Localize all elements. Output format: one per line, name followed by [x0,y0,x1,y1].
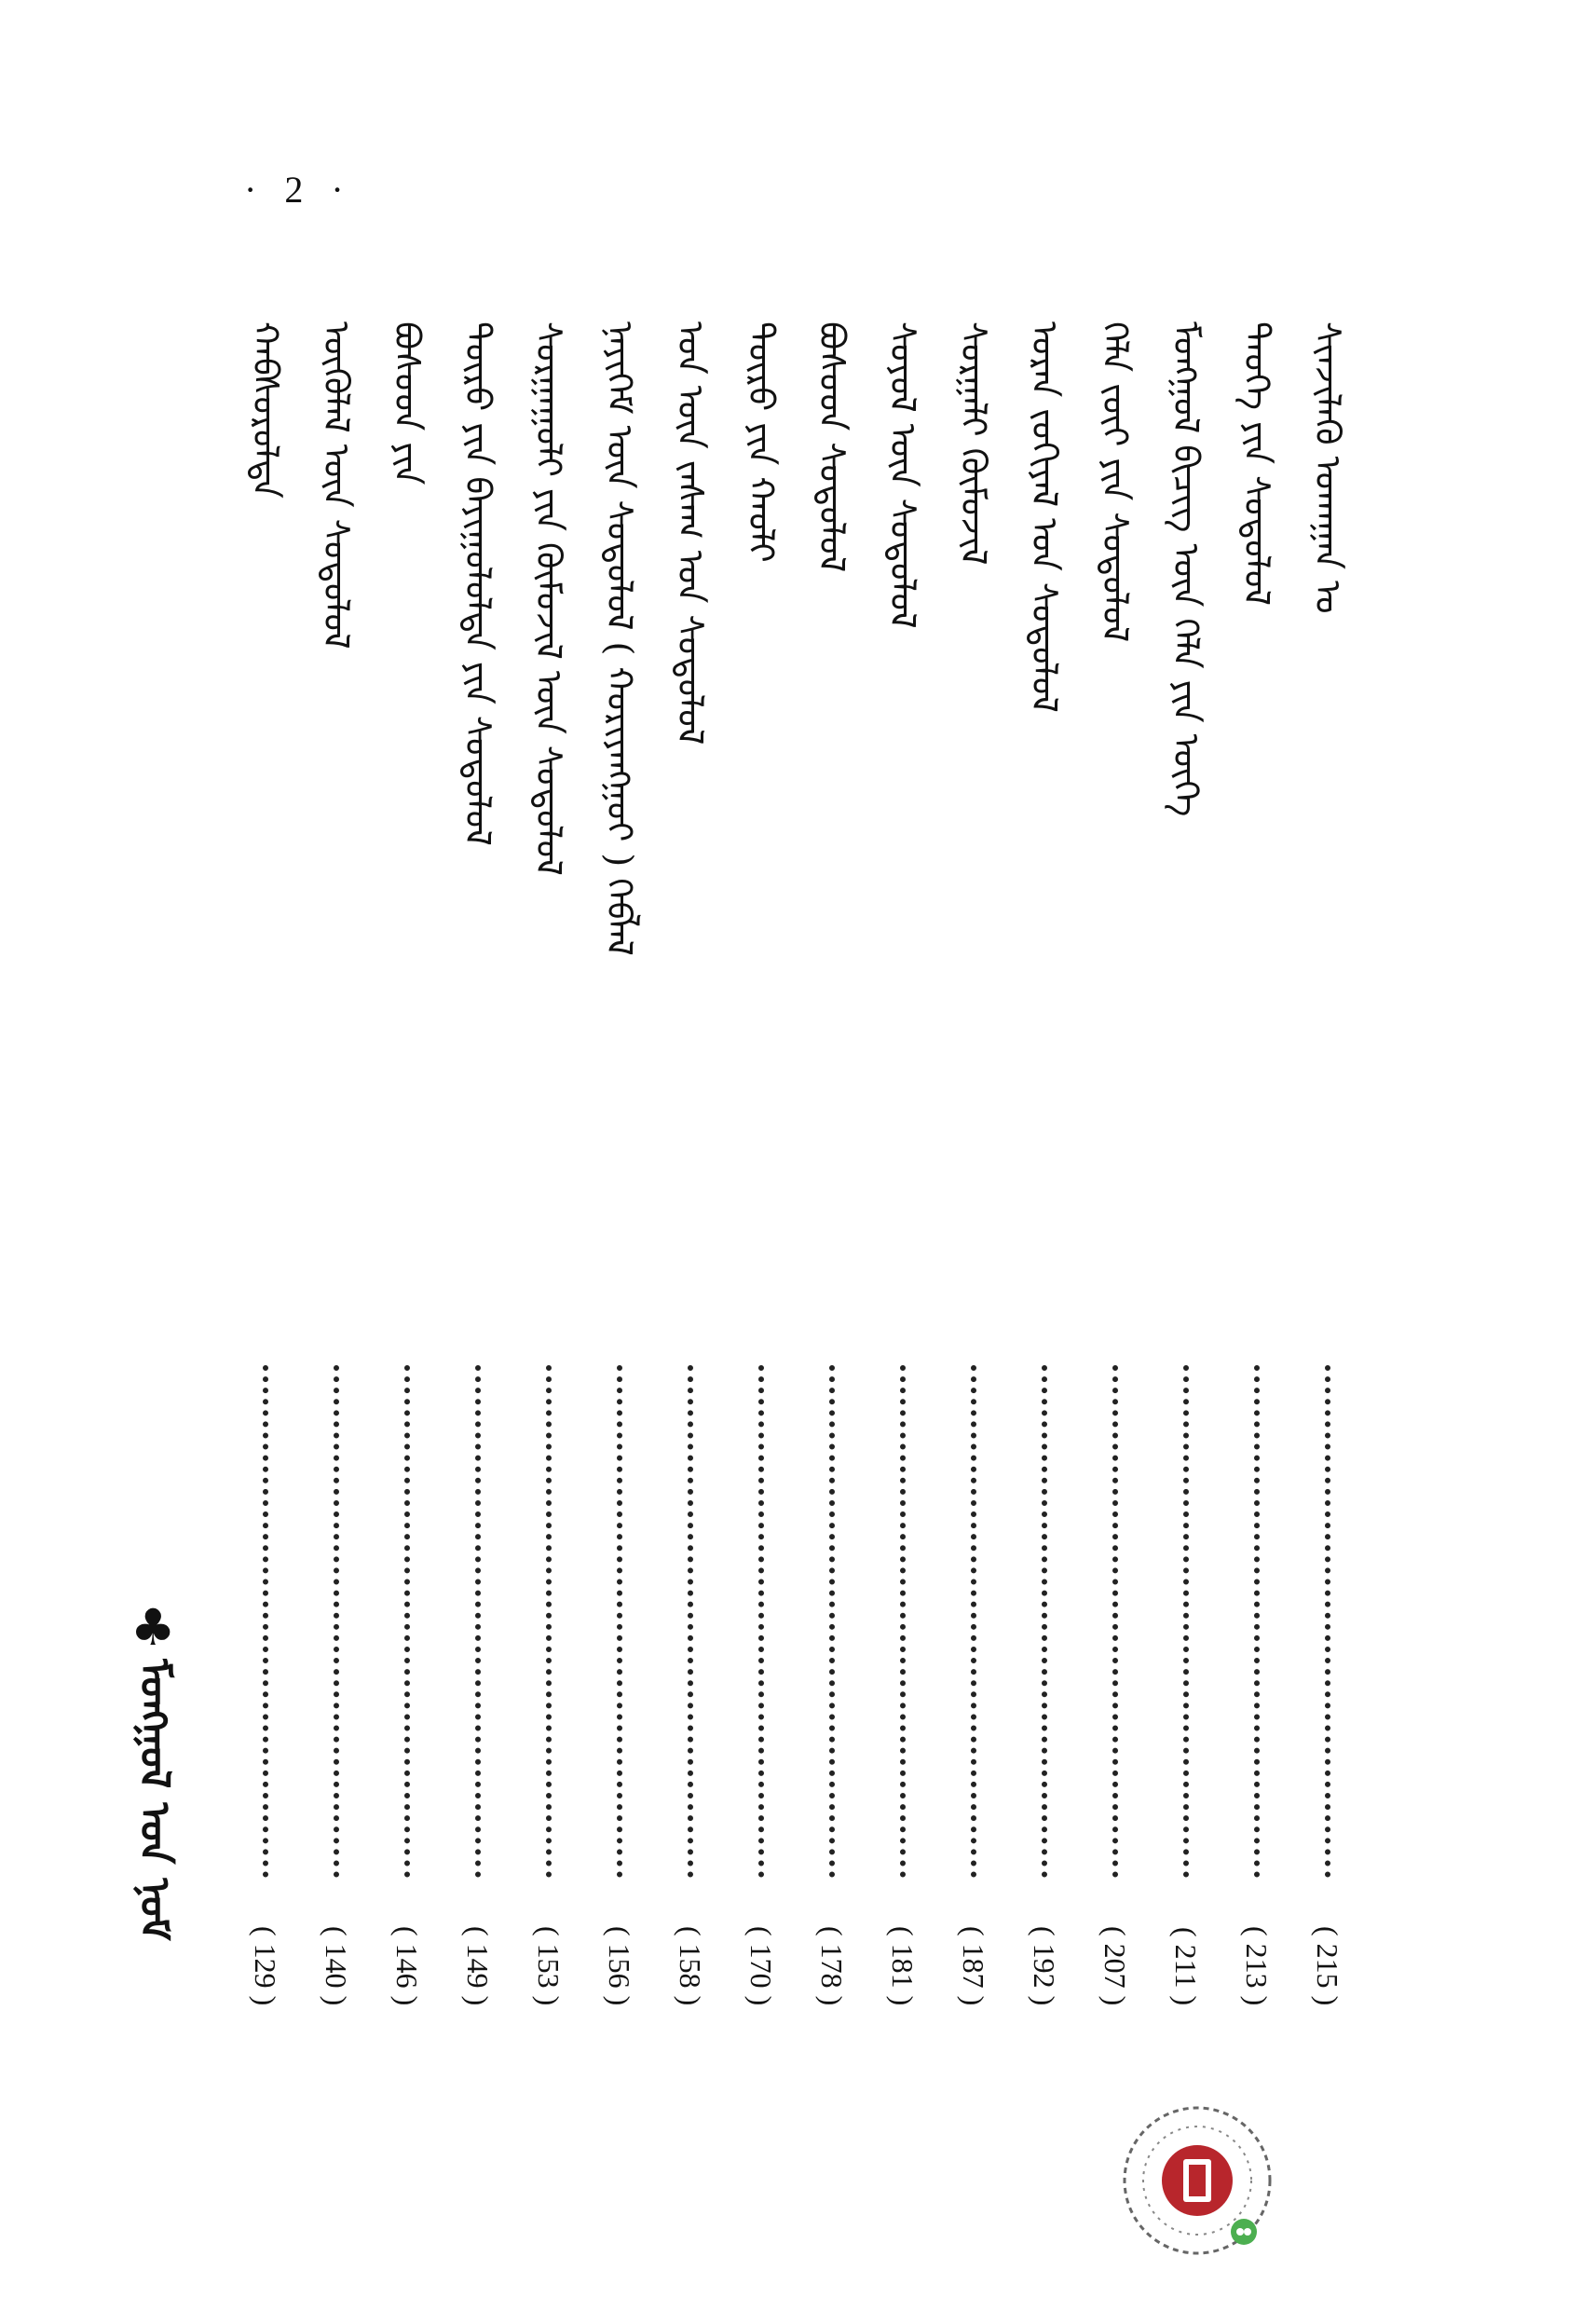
toc-entry[interactable] [379,321,435,2036]
toc-entry-title: ᠬᠠᠪᠰᠤᠷᠤᠯᠲᠠ [245,321,286,499]
toc-leader-dots [1112,1365,1124,1878]
toc-entry-title: ᠰᠤᠷᠭᠠᠭᠤᠯᠢ ᠶᠢᠨ ᠬᠥᠮᠦᠵᠢᠯ ᠦᠨ ᠰᠤᠳᠤᠯᠤᠯ [528,321,569,876]
toc-entry[interactable] [946,321,1002,2036]
toc-entry[interactable] [308,321,364,2036]
toc-entry-page: ( 215 ) [1311,1926,1344,2006]
toc-entry[interactable] [1158,321,1214,2036]
toc-entry-page: ( 170 ) [744,1926,778,2006]
toc-entry-title: ᠲᠥᠷᠥ ᠶᠢᠨ ᠬᠠᠤᠯᠢ [741,321,782,563]
toc-leader-dots [404,1365,416,1878]
toc-entry[interactable] [875,321,931,2036]
toc-leader-dots [688,1365,699,1878]
toc-entry-page: ( 153 ) [532,1926,566,2006]
toc-entry-page: ( 213 ) [1240,1926,1274,2006]
toc-entry-page: ( 149 ) [461,1926,495,2006]
toc-entry[interactable] [592,321,648,2036]
toc-entry[interactable] [450,321,506,2036]
toc-entry-page: ( 181 ) [886,1926,920,2006]
page-number: · 2 · [244,169,353,211]
toc-entry-title: ᠨᠡᠶᠢᠭᠡᠮ ᠦᠨ ᠰᠤᠳᠤᠯᠤᠯ ( ᠬᠤᠷᠢᠶᠠᠩᠭᠤᠢ ) ᠬᠡᠪᠯᠡᠯ [599,321,640,956]
toc-entry[interactable] [1229,321,1285,2036]
toc-entry-page: ( 178 ) [815,1926,849,2006]
toc-leader-dots [475,1365,486,1878]
toc-entry[interactable] [1087,321,1143,2036]
toc-entry-page: ( 146 ) [390,1926,424,2006]
toc-entry[interactable] [521,321,577,2036]
toc-entry-title: ᠰᠤᠷᠭᠠᠯᠢ ᠬᠦᠮᠦᠵᠢᠯ [953,321,994,566]
toc-entry-page: ( 187 ) [957,1926,990,2006]
toc-leader-dots [334,1365,345,1878]
toc-leader-dots [971,1365,982,1878]
toc-leader-dots [546,1365,557,1878]
toc-entry-title: ᠲᠥᠷᠦ ᠶᠢᠨ ᠪᠠᠶᠢᠭᠤᠯᠤᠯᠲᠠ ᠶᠢᠨ ᠰᠤᠳᠤᠯᠤᠯ [457,321,498,846]
toc-entry-title: ᠡᠳ ᠦᠨ ᠵᠠᠰᠠᠭ ᠤᠨ ᠰᠤᠳᠤᠯᠤᠯ [670,321,711,745]
toc-entry-page: ( 156 ) [603,1926,636,2006]
toc-leader-dots [1254,1365,1265,1878]
toc-entry-title: ᠮᠣᠩᠭᠣᠯ ᠪᠢᠴᠢᠭ ᠦᠨ ᠬᠡᠯᠡ ᠶᠢᠨ ᠦᠭᠡ [1166,321,1207,817]
publisher-seal-icon [1118,2101,1276,2260]
toc-entry-title: ᠰᠢᠨᠵᠢᠯᠡᠬᠦ ᠤᠬᠠᠭᠠᠨ ᠤ [1307,321,1348,614]
toc-leader-dots [1325,1365,1336,1878]
toc-entry-page: ( 211 ) [1169,1926,1203,2006]
toc-leader-dots [900,1365,911,1878]
toc-leader-dots [1042,1365,1053,1878]
toc-entry[interactable] [1016,321,1072,2036]
club-icon: ♣ [130,1598,176,1657]
toc-entry-page: ( 192 ) [1028,1926,1061,2006]
toc-entry-page: ( 129 ) [249,1926,282,2006]
toc-entry-title: ᠲᠡᠦᠬᠡ ᠶᠢᠨ ᠰᠤᠳᠤᠯᠤᠯ [1236,321,1277,606]
toc-leader-dots [263,1365,274,1878]
toc-entry-title: ᠦᠭᠦᠯᠡᠯ ᠦᠨ ᠰᠤᠳᠤᠯᠤᠯ [316,321,357,650]
toc-entry[interactable] [662,321,718,2036]
toc-entry-title: ᠬᠡᠯᠡ ᠵᠦᠢ ᠶᠢᠨ ᠰᠤᠳᠤᠯᠤᠯ [1095,321,1136,643]
toc-entry[interactable] [733,321,789,2036]
toc-entry[interactable] [804,321,860,2036]
toc-entry[interactable] [238,321,293,2036]
toc-entry-page: ( 140 ) [320,1926,353,2006]
toc-leader-dots [758,1365,770,1878]
toc-entry-title: ᠤᠷᠠᠨ ᠵᠣᠬᠢᠶᠠᠯ ᠤᠨ ᠰᠤᠳᠤᠯᠤᠯ [1024,321,1065,713]
toc-entry-page: ( 158 ) [674,1926,707,2006]
toc-entry-title: ᠰᠤᠶᠤᠯ ᠦᠨ ᠰᠤᠳᠤᠯᠤᠯ [882,321,923,629]
toc-leader-dots [1183,1365,1194,1878]
toc-entry[interactable] [1300,321,1356,2036]
toc-entry-title: ᠪᠤᠰᠤᠳ ᠰᠤᠳᠤᠯᠤᠯ [812,321,853,573]
toc-leader-dots [829,1365,840,1878]
toc-entry-page: ( 207 ) [1098,1926,1132,2006]
toc-leader-dots [617,1365,628,1878]
toc-entry-title: ᠪᠤᠰᠤᠳ ᠶᠢᠨ [387,321,428,485]
book-title: ᠮᠣᠩᠭᠣᠯ ᠤᠨ ᠨᠣᠮ [130,1659,178,1941]
